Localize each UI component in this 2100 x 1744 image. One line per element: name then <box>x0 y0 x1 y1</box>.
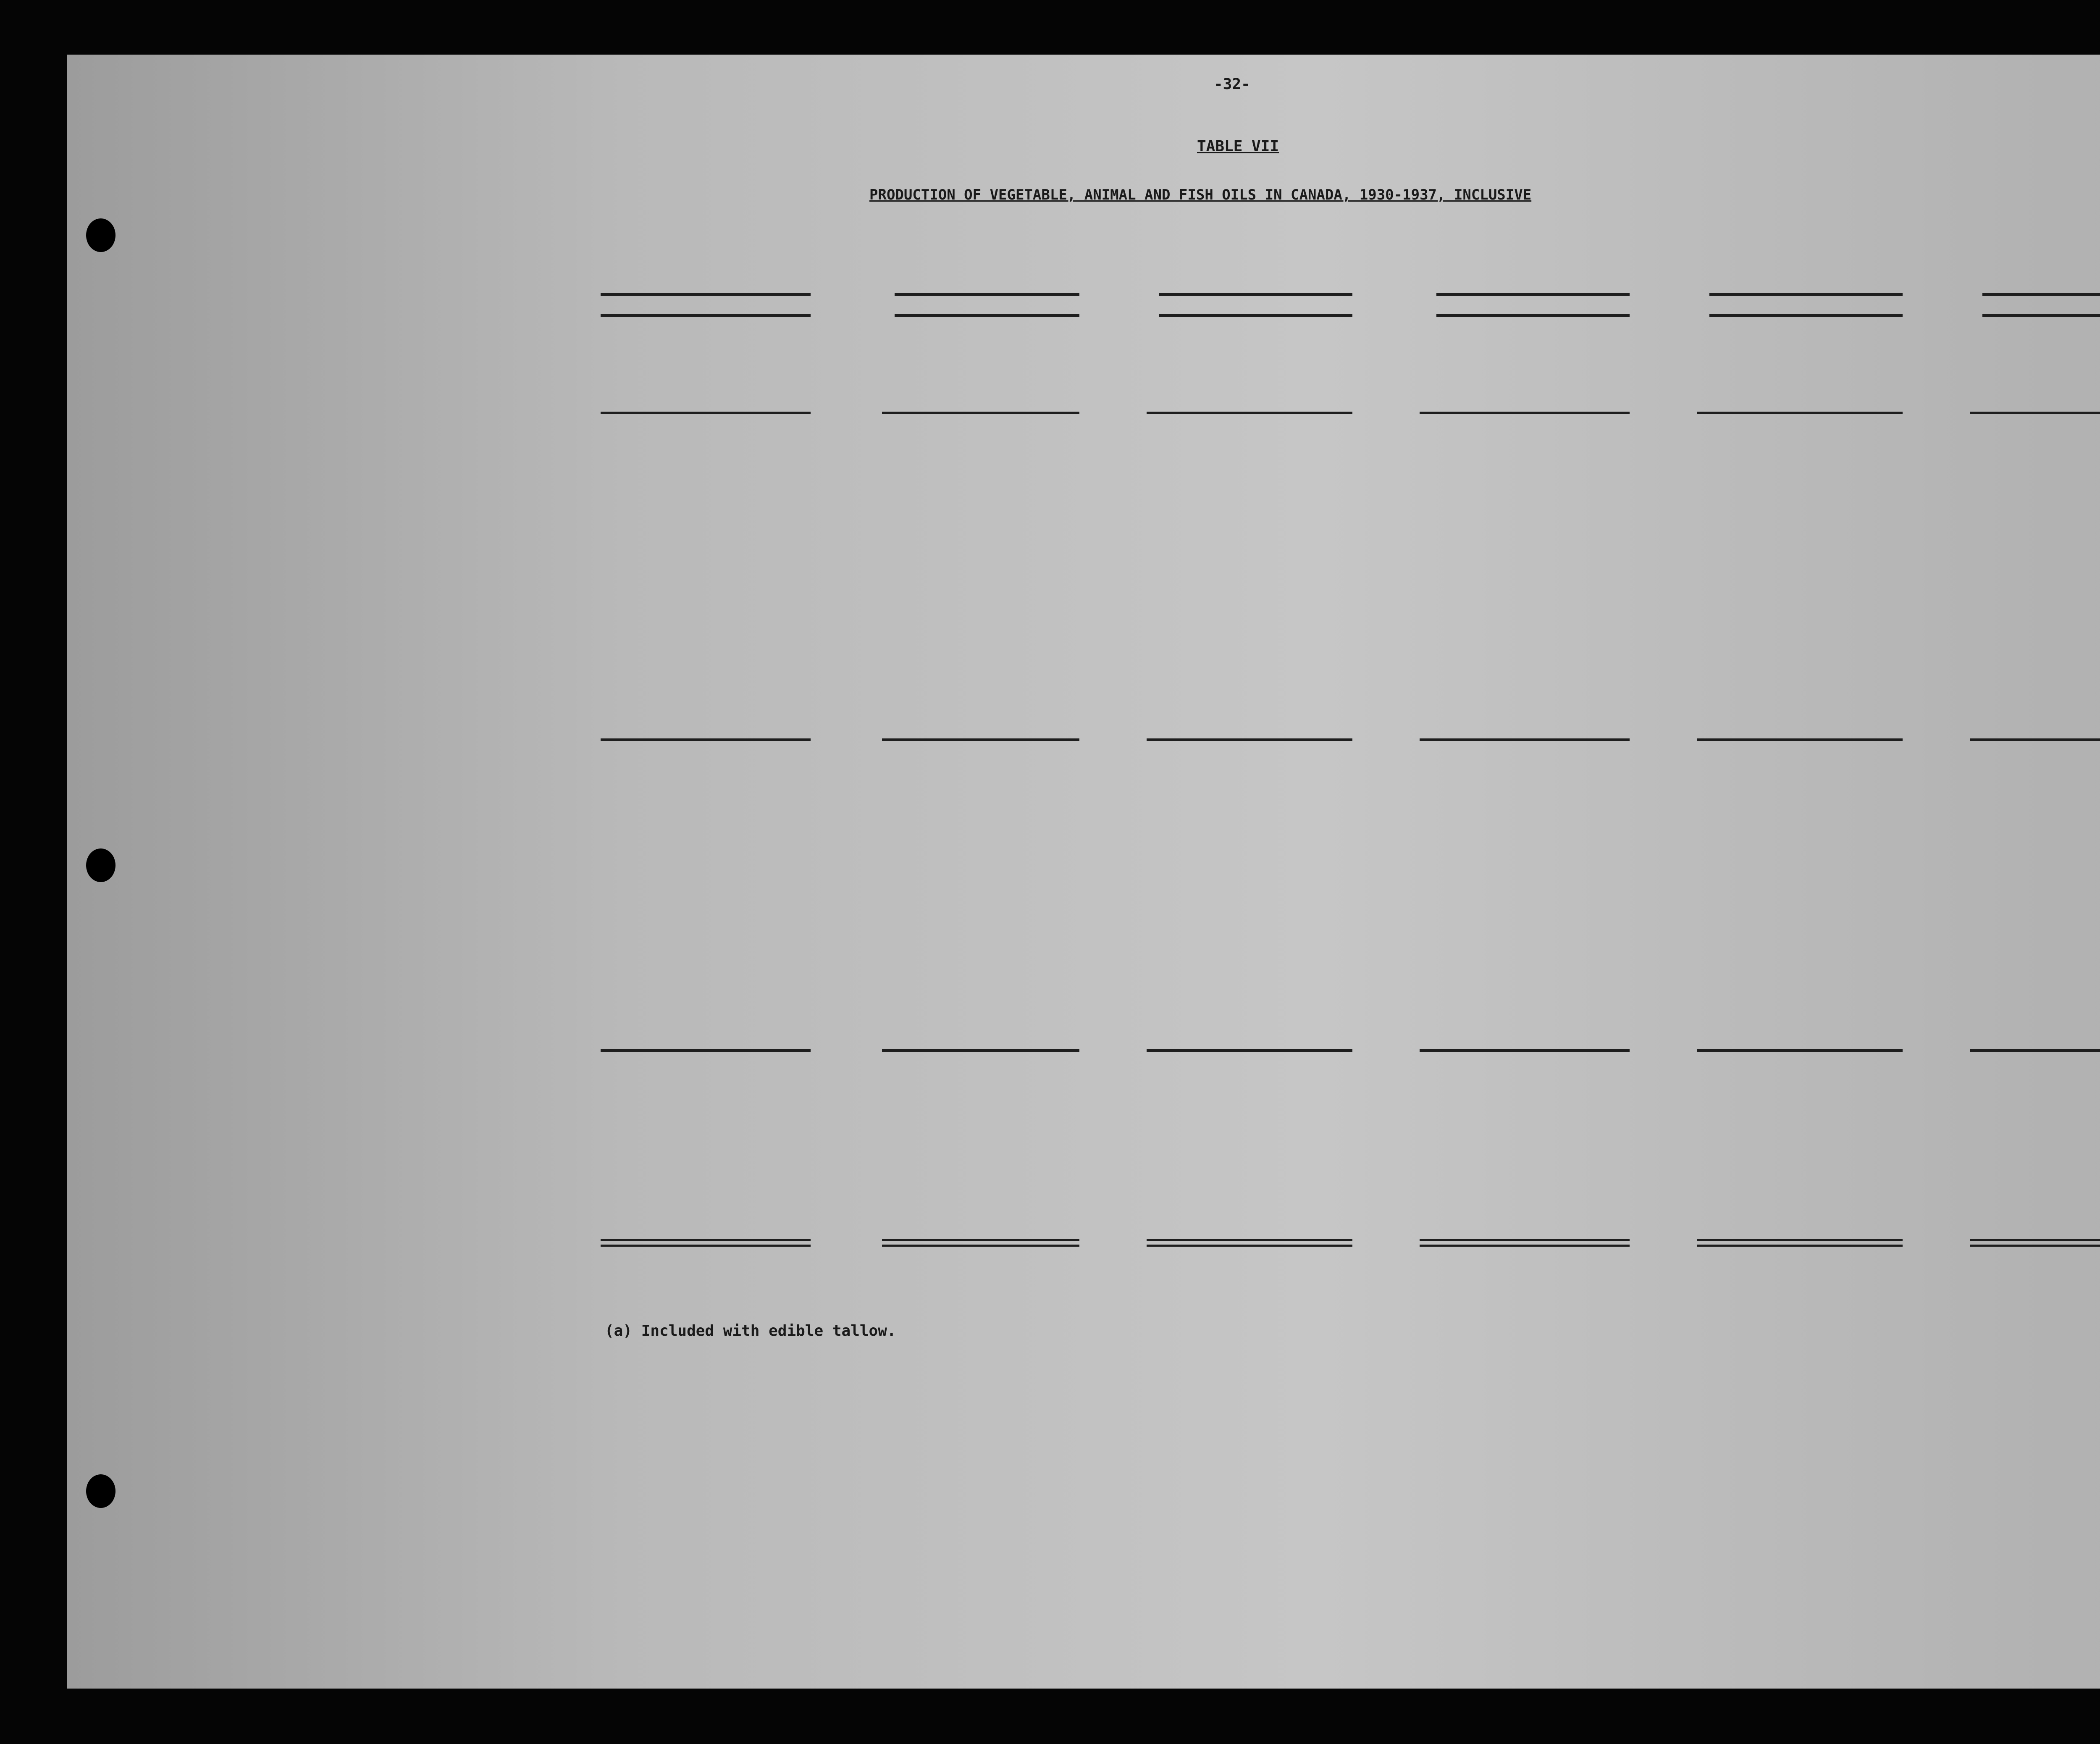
cell-underline <box>2050 1049 2100 1052</box>
page-number: -32- <box>1214 76 1250 93</box>
cell-underline <box>953 1049 1079 1052</box>
cell-underline <box>953 738 1079 741</box>
footnote: (a) Included with edible tallow. <box>605 1322 896 1340</box>
cell-double-underline <box>1777 1239 1903 1247</box>
cell-underline <box>953 412 1079 414</box>
cell-underline <box>1777 412 1903 414</box>
cell-underline <box>685 1049 811 1052</box>
cell-underline <box>685 738 811 741</box>
year-rule <box>1159 293 1352 296</box>
cell-underline <box>2050 412 2100 414</box>
year-rule <box>1709 293 1903 296</box>
table-number: TABLE VII <box>1197 138 1279 155</box>
year-rule <box>601 293 811 296</box>
year-rule <box>1436 293 1630 296</box>
cell-double-underline <box>953 1239 1079 1247</box>
cell-underline <box>685 412 811 414</box>
cell-underline <box>1504 1049 1630 1052</box>
year-subrule <box>1436 314 1630 317</box>
cell-underline <box>1226 412 1352 414</box>
cell-underline <box>1226 1049 1352 1052</box>
punch-hole <box>86 848 116 882</box>
cell-double-underline <box>2050 1239 2100 1247</box>
year-rule <box>895 293 1079 296</box>
cell-underline <box>1777 1049 1903 1052</box>
cell-underline <box>1226 738 1352 741</box>
document-page <box>67 55 2100 1689</box>
cell-underline <box>2050 738 2100 741</box>
table-title: PRODUCTION OF VEGETABLE, ANIMAL AND FISH OILS IN CANADA, 1930-1937, INCLUSIVE <box>869 186 1532 203</box>
cell-underline <box>1504 738 1630 741</box>
cell-double-underline <box>685 1239 811 1247</box>
punch-hole <box>86 1474 116 1508</box>
cell-underline <box>1777 738 1903 741</box>
cell-double-underline <box>1504 1239 1630 1247</box>
cell-double-underline <box>1226 1239 1352 1247</box>
year-subrule <box>1159 314 1352 317</box>
year-subrule <box>1982 314 2100 317</box>
year-subrule <box>1709 314 1903 317</box>
punch-hole <box>86 218 116 252</box>
year-subrule <box>895 314 1079 317</box>
year-subrule <box>601 314 811 317</box>
cell-underline <box>1504 412 1630 414</box>
year-rule <box>1982 293 2100 296</box>
